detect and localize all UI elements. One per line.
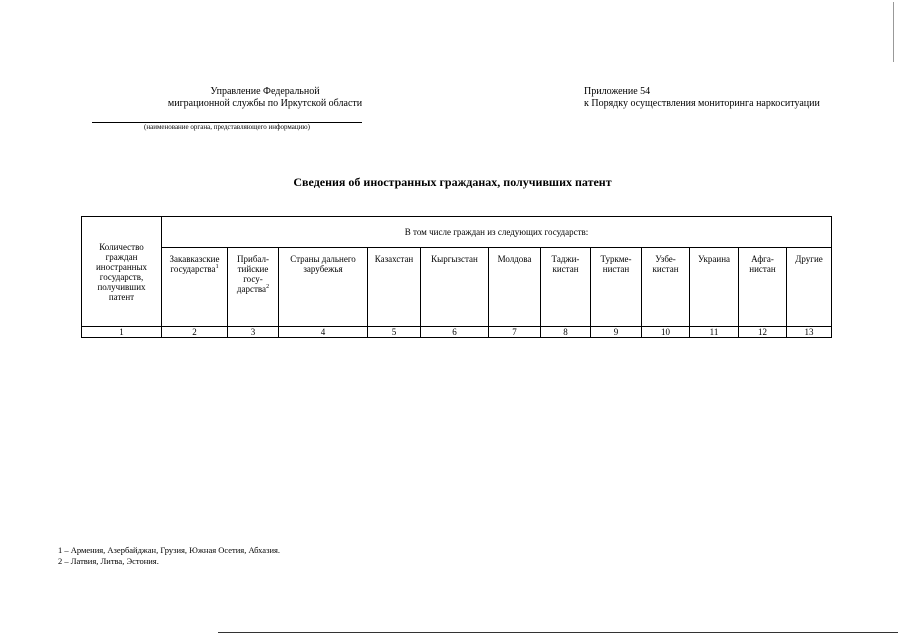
scan-edge-line (218, 632, 898, 633)
column-number: 1 (82, 327, 162, 338)
organization-name-line-1: Управление Федеральной (210, 86, 320, 97)
country-column-label: Казахстан (374, 254, 414, 264)
country-column-label: Афга-нистан (749, 254, 776, 274)
column-number: 9 (591, 327, 642, 338)
column-number: 4 (279, 327, 368, 338)
header-total-foreign-citizens: Количество граждан иностранных государств, получивших патент (82, 217, 162, 327)
country-column-header (690, 248, 739, 327)
country-column-header (489, 248, 541, 327)
column-number: 12 (739, 327, 787, 338)
column-number: 13 (787, 327, 832, 338)
patent-statistics-table (81, 216, 832, 338)
column-number: 11 (690, 327, 739, 338)
table-header-row (82, 217, 832, 248)
column-number: 8 (541, 327, 591, 338)
footnote-reference: 1 (215, 264, 219, 270)
country-column-header (642, 248, 690, 327)
country-column-label: Узбе-кистан (652, 254, 679, 274)
appendix-line-2: к Порядку осуществления мониторинга наркоситуации (584, 98, 820, 109)
country-column-label: Кыргызстан (431, 254, 478, 264)
country-column-header (787, 248, 832, 327)
country-column-header (279, 248, 368, 327)
country-column-label: Другие (795, 254, 823, 264)
scan-edge-mark (893, 2, 894, 62)
footnote-2: 2 – Латвия, Литва, Эстония. (58, 556, 159, 566)
column-number-row (82, 327, 832, 338)
country-column-label: Страны дальнего зарубежья (290, 254, 356, 274)
country-column-label: Молдова (497, 254, 532, 264)
column-number: 3 (228, 327, 279, 338)
country-column-label: Туркме-нистан (600, 254, 632, 274)
organization-caption: (наименование органа, представляющего информацию) (144, 123, 310, 131)
column-number: 5 (368, 327, 421, 338)
country-column-header (739, 248, 787, 327)
column-number: 10 (642, 327, 690, 338)
country-column-header (541, 248, 591, 327)
header-countries-span: В том числе граждан из следующих государств: (162, 217, 832, 248)
country-column-label: Прибал-тийские госу-дарства (236, 254, 269, 294)
country-column-header (368, 248, 421, 327)
column-number: 7 (489, 327, 541, 338)
country-column-label: Закавказские государства (169, 254, 220, 274)
organization-name (120, 86, 410, 110)
footnote-reference: 2 (266, 284, 270, 290)
footnote-1: 1 – Армения, Азербайджан, Грузия, Южная Осетия, Абхазия. (58, 545, 281, 555)
country-column-header (591, 248, 642, 327)
organization-name-line-2: миграционной службы по Иркутской области (167, 98, 363, 109)
country-header-row (82, 248, 832, 327)
document-title: Сведения об иностранных гражданах, получивших патент (293, 175, 612, 189)
country-column-label: Украина (697, 254, 731, 264)
footnotes (58, 545, 280, 567)
column-number: 6 (421, 327, 489, 338)
country-column-header (228, 248, 279, 327)
country-column-header (421, 248, 489, 327)
column-number: 2 (162, 327, 228, 338)
country-column-header (162, 248, 228, 327)
appendix-line-1: Приложение 54 (584, 86, 651, 97)
appendix-reference (584, 86, 884, 110)
country-column-label: Таджи-кистан (551, 254, 580, 274)
